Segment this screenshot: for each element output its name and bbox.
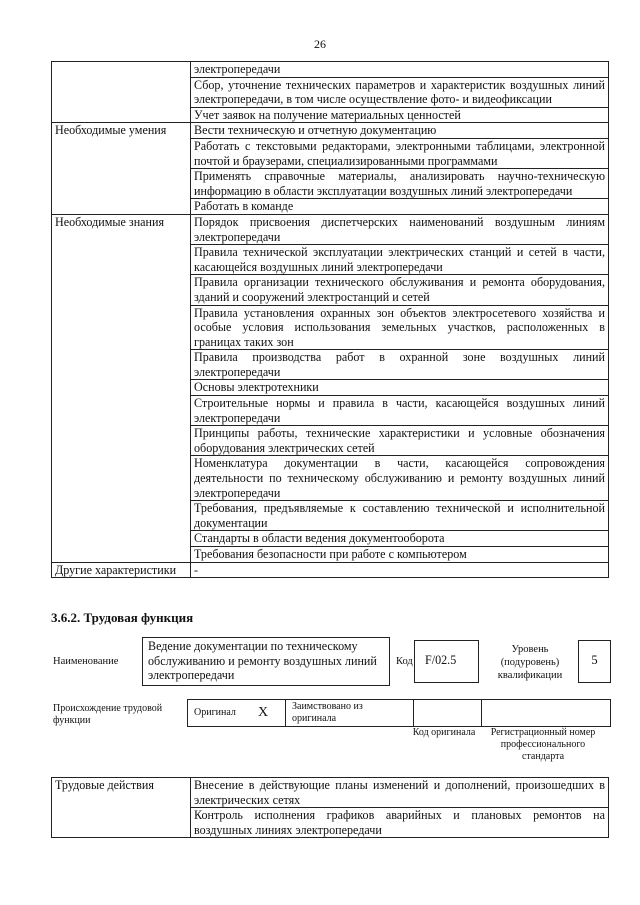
labor-actions-table <box>51 777 609 838</box>
origin-box <box>187 699 611 727</box>
original-mark: X <box>258 705 269 720</box>
row-value: Учет заявок на получение материальных ценностей <box>191 107 609 123</box>
table-row <box>52 562 609 578</box>
row-label: Необходимые знания <box>52 214 191 562</box>
level-box <box>578 640 611 683</box>
borrowed-label: Заимствовано из оригинала <box>292 701 363 724</box>
row-value: Порядок присвоения диспетчерских наименований воздушным линиям электропередачи <box>191 214 609 244</box>
table-row <box>52 62 609 78</box>
page-number: 26 <box>314 37 326 51</box>
function-name-value: Ведение документации по техническому обслуживанию и ремонту воздушных линий электропередачи <box>148 639 377 683</box>
row-value: электропередачи <box>191 62 609 78</box>
row-value: Работать в команде <box>191 199 609 215</box>
row-value: Строительные нормы и правила в части, касающейся воздушных линий электропередачи <box>191 396 609 426</box>
table-row <box>52 123 609 139</box>
row-label: Другие характеристики <box>52 562 191 578</box>
name-label: Наименование <box>53 656 119 667</box>
row-value: Требования, предъявляемые к составлению технической и исполнительной документации <box>191 501 609 531</box>
table-row <box>52 778 609 808</box>
row-value: Принципы работы, технические характеристики и условные обозначения оборудования электрических сетей <box>191 426 609 456</box>
original-label: Оригинал <box>194 707 236 718</box>
row-label <box>52 62 191 123</box>
row-value: Контроль исполнения графиков аварийных и плановых ремонтов на воздушных линиях электропередачи <box>191 808 609 838</box>
row-value: Правила производства работ в охранной зоне воздушных линий электропередачи <box>191 350 609 380</box>
code-caption: Код оригинала <box>412 727 476 738</box>
row-value: Правила технической эксплуатации электрических станций и сетей в части, касающейся воздушных линий электропередачи <box>191 245 609 275</box>
row-value: Стандарты в области ведения документооборота <box>191 531 609 547</box>
origin-label: Происхождение трудовой функции <box>53 703 163 726</box>
row-label: Трудовые действия <box>52 778 191 838</box>
requirements-table <box>51 61 609 578</box>
row-label: Необходимые умения <box>52 123 191 215</box>
row-value: Номенклатура документации в части, касающейся сопровождения деятельности по техническому обслуживанию и ремонту воздушных линий электропередачи <box>191 456 609 501</box>
section-title: 3.6.2. Трудовая функция <box>51 610 194 625</box>
row-value: - <box>191 562 609 578</box>
row-value: Правила установления охранных зон объектов электросетевого хозяйства и особые условия использования земельных участков, расположенных в границах таких зон <box>191 305 609 350</box>
level-value: 5 <box>591 653 598 667</box>
code-box <box>414 640 479 683</box>
reg-caption: Регистрационный номер профессионального стандарта <box>490 727 596 762</box>
row-value: Внесение в действующие планы изменений и дополнений, произошедших в электрических сетях <box>191 778 609 808</box>
row-value: Правила организации технического обслуживания и ремонта оборудования, зданий и сооружений электростанций и сетей <box>191 275 609 305</box>
row-value: Требования безопасности при работе с компьютером <box>191 547 609 563</box>
row-value: Сбор, уточнение технических параметров и характеристик воздушных линий электропередачи, в том числе осуществление фото- и видеофиксации <box>191 77 609 107</box>
function-name-box <box>142 637 390 686</box>
row-value: Вести техническую и отчетную документацию <box>191 123 609 139</box>
code-value: F/02.5 <box>425 653 457 667</box>
row-value: Основы электротехники <box>191 380 609 396</box>
row-value: Применять справочные материалы, анализировать научно-техническую информацию в области эксплуатации воздушных линий электропередачи <box>191 169 609 199</box>
level-label: Уровень (подуровень) квалификации <box>497 644 563 681</box>
row-value: Работать с текстовыми редакторами, электронными таблицами, электронной почтой и браузерами, специализированными программами <box>191 138 609 168</box>
code-label: Код <box>396 656 413 667</box>
table-row <box>52 214 609 244</box>
